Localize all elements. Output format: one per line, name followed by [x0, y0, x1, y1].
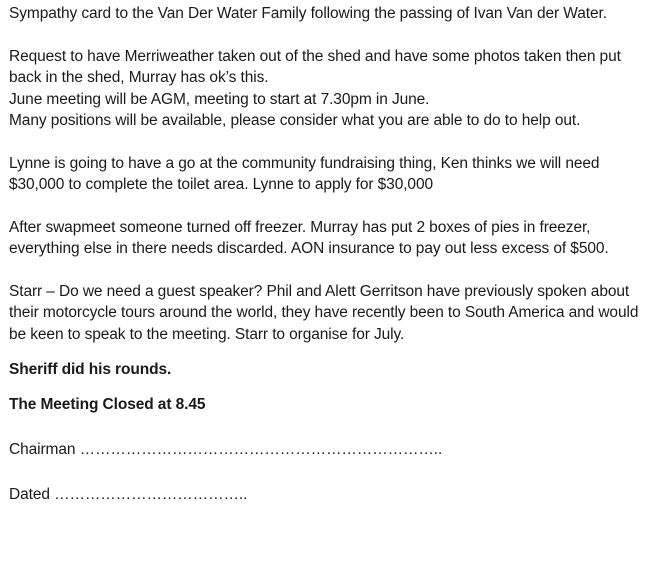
sheriff-note: Sheriff did his rounds. — [9, 361, 172, 378]
paragraph-sympathy-card: Sympathy card to the Van Der Water Family following the passing of Ivan Van der Water. — [9, 5, 607, 22]
meeting-closed-note: The Meeting Closed at 8.45 — [9, 395, 206, 413]
dated-line: Dated ……………………………….. — [9, 485, 248, 503]
paragraph-guest-speaker: Starr – Do we need a guest speaker? Phil and Alett Gerritson have previously spoken about their motorcycle tours around the world, they have recently been to South America and would be keen to speak to the meeting. Starr to organise for July. — [9, 282, 639, 343]
chairman-signature-line: Chairman …………………………………………………………….. — [9, 441, 443, 458]
paragraph-merriweather-agm: Request to have Merriweather taken out of the shed and have some photos taken then put back in the shed, Murray has ok’s this. June meeting will be AGM, meeting to start at 7.30pm in June. Many positions will be available, please consider what you are able to do to help out. — [9, 47, 621, 129]
meeting-minutes-page — [9, 3, 641, 505]
paragraph-fundraising: Lynne is going to have a go at the community fundraising thing, Ken thinks we will need $30,000 to complete the toilet area. Lynne to apply for $30,000 — [9, 154, 600, 193]
paragraph-freezer: After swapmeet someone turned off freezer. Murray has put 2 boxes of pies in freezer, everything else in there needs discarded. AON insurance to pay out less excess of $500. — [9, 218, 609, 257]
